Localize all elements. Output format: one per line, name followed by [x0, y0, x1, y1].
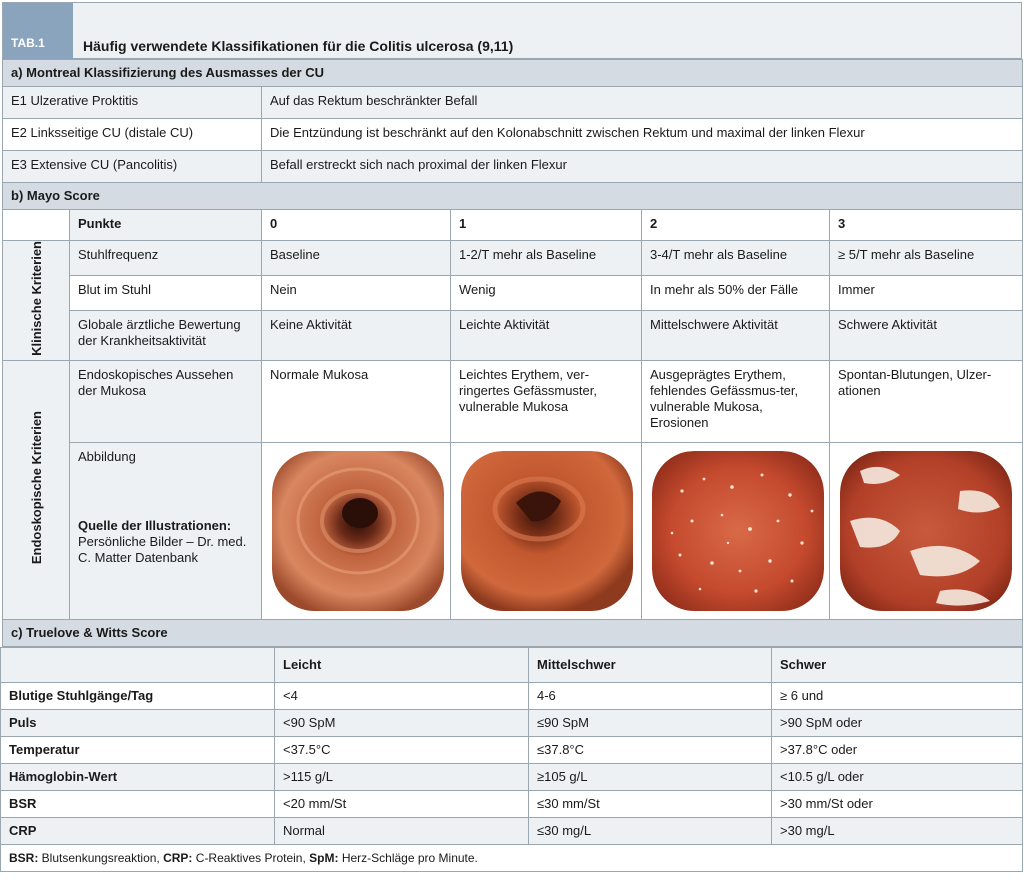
montreal-label: E2 Linksseitige CU (distale CU)	[3, 119, 262, 151]
illustration-label-cell	[70, 442, 262, 619]
image-cell	[262, 442, 451, 619]
truelove-value: <20 mm/St	[275, 790, 529, 817]
classification-table	[2, 2, 1022, 872]
truelove-parameter: BSR	[1, 790, 275, 817]
table-header	[2, 2, 1022, 59]
truelove-row	[1, 790, 1023, 817]
truelove-section-header	[3, 619, 1023, 646]
montreal-mayo-table	[2, 59, 1023, 647]
image-cell	[830, 442, 1023, 619]
image-cell	[451, 442, 642, 619]
score-cell: Schwere Aktivität	[830, 311, 1023, 361]
montreal-label: E3 Extensive CU (Pancolitis)	[3, 151, 262, 183]
truelove-row	[1, 763, 1023, 790]
mayo-section-header	[3, 183, 1023, 210]
truelove-parameter: Blutige Stuhlgänge/Tag	[1, 682, 275, 709]
mayo-header-row	[3, 210, 1023, 241]
criterion-label: Blut im Stuhl	[70, 276, 262, 311]
score-cell: Baseline	[262, 241, 451, 276]
mayo-header-cell: 3	[830, 210, 1023, 241]
footnote-abbr: SpM:	[309, 850, 339, 865]
criterion-label: Endoskopisches Aussehen der Mukosa	[70, 360, 262, 442]
truelove-header-cell: Schwer	[772, 647, 1023, 682]
montreal-desc: Die Entzündung ist beschränkt auf den Kolonabschnitt zwischen Rektum und maximal der linken Flexur	[262, 119, 1023, 151]
score-cell: In mehr als 50% der Fälle	[642, 276, 830, 311]
truelove-value: <90 SpM	[275, 709, 529, 736]
criterion-label: Globale ärztliche Bewertung der Krankheitsaktivität	[70, 311, 262, 361]
montreal-desc: Befall erstreckt sich nach proximal der linken Flexur	[262, 151, 1023, 183]
montreal-title: a) Montreal Klassifizierung des Ausmasses der CU	[3, 60, 1023, 87]
score-cell: Normale Mukosa	[262, 360, 451, 442]
footnote-text: Herz-Schläge pro Minute.	[338, 850, 478, 865]
truelove-value: <4	[275, 682, 529, 709]
truelove-parameter: CRP	[1, 817, 275, 844]
endoscopy-image-normal	[272, 451, 444, 611]
truelove-row	[1, 736, 1023, 763]
montreal-label: E1 Ulzerative Proktitis	[3, 87, 262, 119]
truelove-value: ≤30 mm/St	[529, 790, 772, 817]
clinical-criteria-label: Klinische Kriterien	[3, 241, 70, 361]
montreal-row	[3, 87, 1023, 119]
score-cell: Ausgeprägtes Erythem, fehlendes Gefässmus-ter, vulnerable Mukosa, Erosionen	[642, 360, 830, 442]
criterion-label: Stuhlfrequenz	[70, 241, 262, 276]
table-title: Häufig verwendete Klassifikationen für die Colitis ulcerosa (9,11)	[83, 38, 514, 54]
mayo-header-cell: 1	[451, 210, 642, 241]
truelove-row	[1, 709, 1023, 736]
truelove-table	[0, 647, 1023, 872]
endoscopy-image-mild	[461, 451, 633, 611]
truelove-header-cell: Leicht	[275, 647, 529, 682]
truelove-value: >90 SpM oder	[772, 709, 1023, 736]
truelove-header-cell: Mittelschwer	[529, 647, 772, 682]
mayo-clinical-row	[3, 311, 1023, 361]
mayo-illustration-row	[3, 442, 1023, 619]
source-text: Persönliche Bilder – Dr. med. C. Matter Datenbank	[78, 533, 247, 565]
mayo-title: b) Mayo Score	[3, 183, 1023, 210]
truelove-parameter: Hämoglobin-Wert	[1, 763, 275, 790]
score-cell: 3-4/T mehr als Baseline	[642, 241, 830, 276]
mayo-header-cell: 0	[262, 210, 451, 241]
score-cell: Keine Aktivität	[262, 311, 451, 361]
score-cell: Leichte Aktivität	[451, 311, 642, 361]
endoscopic-criteria-label: Endoskopische Kriterien	[3, 360, 70, 619]
truelove-value: ≥ 6 und	[772, 682, 1023, 709]
image-cell	[642, 442, 830, 619]
endoscopy-image-moderate	[652, 451, 824, 611]
score-cell: Nein	[262, 276, 451, 311]
truelove-value: >30 mm/St oder	[772, 790, 1023, 817]
truelove-header-row	[1, 647, 1023, 682]
truelove-row	[1, 682, 1023, 709]
score-cell: ≥ 5/T mehr als Baseline	[830, 241, 1023, 276]
source-title: Quelle der Illustrationen:	[78, 517, 232, 533]
truelove-value: Normal	[275, 817, 529, 844]
truelove-value: <10.5 g/L oder	[772, 763, 1023, 790]
montreal-desc: Auf das Rektum beschränkter Befall	[262, 87, 1023, 119]
truelove-value: <37.5°C	[275, 736, 529, 763]
footnote-text: Blutsenkungsreaktion,	[38, 850, 164, 865]
truelove-row	[1, 817, 1023, 844]
truelove-value: ≤90 SpM	[529, 709, 772, 736]
tab-label: TAB.1	[3, 3, 73, 59]
truelove-value: >30 mg/L	[772, 817, 1023, 844]
truelove-value: >37.8°C oder	[772, 736, 1023, 763]
truelove-value: ≤37.8°C	[529, 736, 772, 763]
truelove-parameter: Temperatur	[1, 736, 275, 763]
truelove-value: ≤30 mg/L	[529, 817, 772, 844]
footnote-text: C-Reaktives Protein,	[192, 850, 310, 865]
mayo-endo-row	[3, 360, 1023, 442]
truelove-value: 4-6	[529, 682, 772, 709]
montreal-row	[3, 151, 1023, 183]
montreal-row	[3, 119, 1023, 151]
score-cell: Mittelschwere Aktivität	[642, 311, 830, 361]
mayo-clinical-row	[3, 241, 1023, 276]
score-cell: Wenig	[451, 276, 642, 311]
truelove-parameter: Puls	[1, 709, 275, 736]
truelove-header-cell	[1, 647, 275, 682]
endoscopy-image-severe	[840, 451, 1012, 611]
score-cell: Spontan-Blutungen, Ulzer-ationen	[830, 360, 1023, 442]
footnote-row	[1, 844, 1023, 871]
footnote-abbr: CRP:	[163, 850, 193, 865]
truelove-value: >115 g/L	[275, 763, 529, 790]
footnote	[1, 844, 1023, 871]
mayo-clinical-row	[3, 276, 1023, 311]
footnote-abbr: BSR:	[9, 850, 39, 865]
score-cell: 1-2/T mehr als Baseline	[451, 241, 642, 276]
truelove-title: c) Truelove & Witts Score	[3, 619, 1023, 646]
score-cell: Leichtes Erythem, ver-ringertes Gefässmuster, vulnerable Mukosa	[451, 360, 642, 442]
truelove-value: ≥105 g/L	[529, 763, 772, 790]
montreal-section-header	[3, 60, 1023, 87]
mayo-header-cell: Punkte	[70, 210, 262, 241]
score-cell: Immer	[830, 276, 1023, 311]
mayo-header-cell: 2	[642, 210, 830, 241]
illustration-label: Abbildung	[78, 448, 136, 464]
